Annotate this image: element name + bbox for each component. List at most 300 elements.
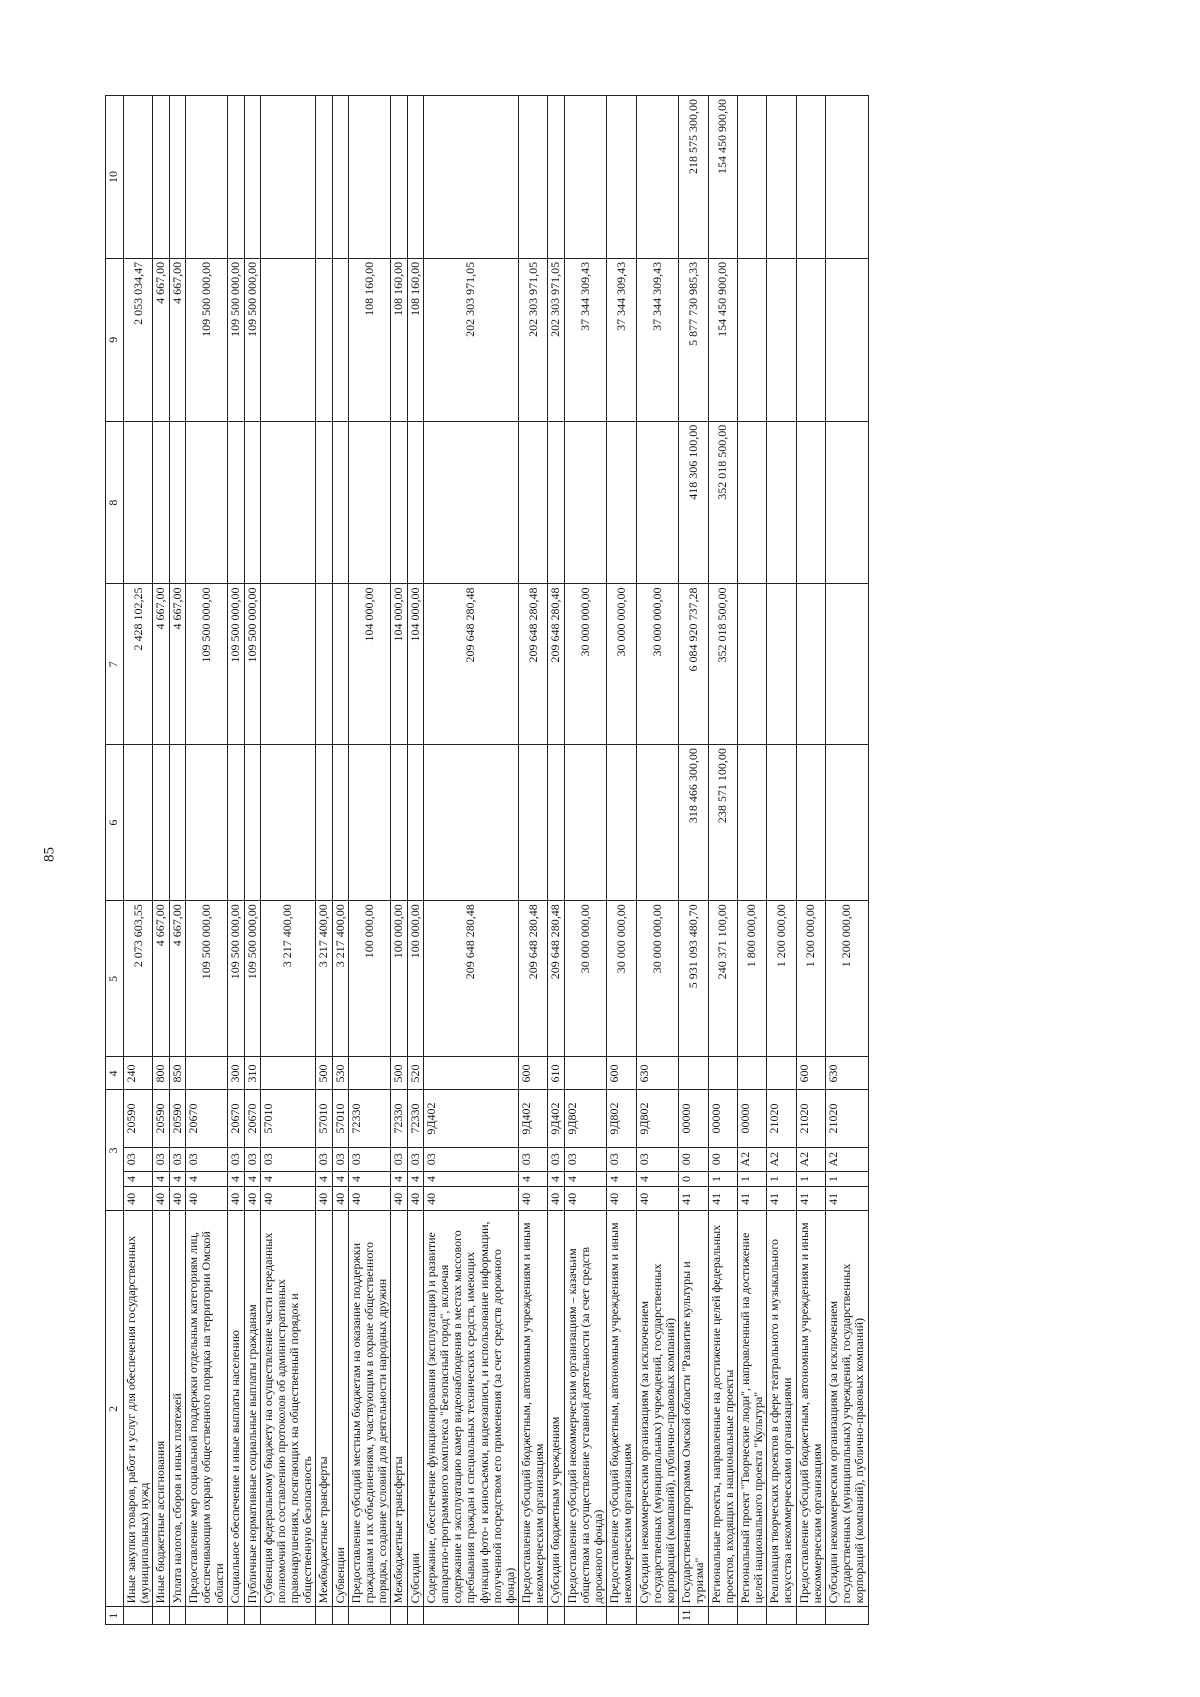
code-subprogram: 4 [548,1171,564,1186]
row-number [124,1607,153,1625]
code-event: 03 [423,1147,518,1171]
amount-col-6 [796,745,825,901]
amount-col-10 [407,96,423,259]
code-direction: 9Д802 [607,1090,636,1147]
amount-col-6 [636,745,679,901]
row-name: Реализация творческих проектов в сфере театрального и музыкального искусства некоммерческими организациями [767,1211,796,1607]
row-number [348,1607,391,1625]
amount-col-9: 2 053 034,47 [124,258,153,421]
row-number [423,1607,518,1625]
amount-col-6 [407,745,423,901]
row-number: 11 [679,1607,708,1625]
amount-col-7: 30 000 000,00 [636,584,679,745]
row-name: Субвенция федеральному бюджету на осуществление части переданных полномочий по составлению протоколов об административных правонарушениях, посягающих на общественный порядок и общественную безопасность [260,1211,316,1607]
code-program: 41 [737,1187,766,1211]
row-number [826,1607,869,1625]
code-direction: 72330 [348,1090,391,1147]
code-direction: 9Д402 [423,1090,518,1147]
amount-col-6 [391,745,407,901]
amount-col-10 [124,96,153,259]
amount-col-8 [519,421,548,584]
code-event: 03 [185,1147,228,1171]
amount-col-5: 1 200 000,00 [767,901,796,1057]
code-direction: 72330 [391,1090,407,1147]
code-subprogram: 4 [260,1171,316,1186]
amount-col-5: 100 000,00 [391,901,407,1057]
amount-col-8 [348,421,391,584]
row-name: Предоставление субсидий бюджетным, автономным учреждениям и иным некоммерческим организациям [607,1211,636,1607]
amount-col-6 [564,745,607,901]
amount-col-9: 37 344 309,43 [607,258,636,421]
code-subprogram: 4 [169,1171,185,1186]
amount-col-6 [124,745,153,901]
amount-col-5: 1 200 000,00 [796,901,825,1057]
amount-col-5: 209 648 280,48 [423,901,518,1057]
amount-col-5: 30 000 000,00 [564,901,607,1057]
amount-col-5: 5 931 093 480,70 [679,901,708,1057]
header-col-8: 8 [106,421,124,584]
amount-col-7: 109 500 000,00 [244,584,260,745]
table-row [260,96,316,1625]
header-col-10: 10 [106,96,124,259]
amount-col-10 [607,96,636,259]
code-direction: 00000 [708,1090,737,1147]
table-row [826,96,869,1625]
code-event: 03 [260,1147,316,1171]
row-number [767,1607,796,1625]
header-col-3: 3 [106,1090,124,1211]
amount-col-10 [260,96,316,259]
row-number [332,1607,348,1625]
amount-col-7: 209 648 280,48 [548,584,564,745]
table-row [316,96,332,1625]
amount-col-10 [228,96,244,259]
amount-col-7: 209 648 280,48 [519,584,548,745]
amount-col-8 [260,421,316,584]
code-subprogram: 4 [423,1171,518,1186]
amount-col-9: 108 160,00 [391,258,407,421]
amount-col-7: 30 000 000,00 [564,584,607,745]
code-program: 40 [407,1187,423,1211]
row-number [407,1607,423,1625]
amount-col-10 [826,96,869,259]
code-subprogram: 4 [332,1171,348,1186]
code-subprogram: 4 [185,1171,228,1186]
code-direction: 00000 [679,1090,708,1147]
amount-col-7 [826,584,869,745]
amount-col-10 [153,96,169,259]
code-subprogram: 4 [244,1171,260,1186]
code-program: 41 [796,1187,825,1211]
code-subprogram: 1 [708,1171,737,1186]
code-event: 03 [407,1147,423,1171]
code-program: 40 [564,1187,607,1211]
code-program: 40 [244,1187,260,1211]
code-event: А2 [796,1147,825,1171]
row-name: Предоставление субсидий бюджетным, автономным учреждениям и иным некоммерческим организациям [796,1211,825,1607]
table-body [124,96,869,1625]
amount-col-10 [348,96,391,259]
code-event: 03 [124,1147,153,1171]
amount-col-8: 352 018 500,00 [708,421,737,584]
table-row [679,96,708,1625]
row-number [316,1607,332,1625]
code-program: 40 [636,1187,679,1211]
amount-col-6 [260,745,316,901]
row-name: Иные бюджетные ассигнования [153,1211,169,1607]
header-col-4: 4 [106,1057,124,1090]
code-program: 40 [519,1187,548,1211]
amount-col-10 [423,96,518,259]
table-row [228,96,244,1625]
header-col-5: 5 [106,901,124,1057]
code-subprogram: 1 [767,1171,796,1186]
row-name: Межбюджетные трансферты [391,1211,407,1607]
code-direction: 20670 [185,1090,228,1147]
code-direction: 57010 [316,1090,332,1147]
table-row [767,96,796,1625]
amount-col-10 [767,96,796,259]
code-subprogram: 4 [228,1171,244,1186]
row-number [153,1607,169,1625]
amount-col-8 [548,421,564,584]
code-expense-type [767,1057,796,1090]
code-event: 03 [548,1147,564,1171]
amount-col-6 [519,745,548,901]
code-direction: 57010 [332,1090,348,1147]
table-row [124,96,153,1625]
code-expense-type [348,1057,391,1090]
code-program: 40 [260,1187,316,1211]
amount-col-8 [636,421,679,584]
code-subprogram: 4 [636,1171,679,1186]
amount-col-7: 4 667,00 [169,584,185,745]
amount-col-8 [767,421,796,584]
code-direction: 20670 [228,1090,244,1147]
code-subprogram: 4 [564,1171,607,1186]
amount-col-7: 30 000 000,00 [607,584,636,745]
header-col-6: 6 [106,745,124,901]
amount-col-9 [260,258,316,421]
code-event: 03 [316,1147,332,1171]
row-name: Субсидии некоммерческим организациям (за исключением государственных (муниципальных) учреждений, государственных корпораций (компаний), публично-правовых компаний) [636,1211,679,1607]
code-event: 03 [332,1147,348,1171]
row-number [636,1607,679,1625]
code-expense-type: 850 [169,1057,185,1090]
amount-col-5: 209 648 280,48 [519,901,548,1057]
row-name: Государственная программа Омской области "Развитие культуры и туризма" [679,1211,708,1607]
amount-col-5: 100 000,00 [348,901,391,1057]
code-expense-type: 600 [796,1057,825,1090]
code-expense-type: 600 [607,1057,636,1090]
row-number [564,1607,607,1625]
amount-col-5: 109 500 000,00 [228,901,244,1057]
table-row [708,96,737,1625]
row-number [244,1607,260,1625]
code-direction: 20590 [153,1090,169,1147]
code-expense-type: 630 [826,1057,869,1090]
table-row [737,96,766,1625]
code-program: 40 [607,1187,636,1211]
row-number [169,1607,185,1625]
amount-col-9 [332,258,348,421]
row-name: Уплата налогов, сборов и иных платежей [169,1211,185,1607]
code-subprogram: 4 [391,1171,407,1186]
row-number [185,1607,228,1625]
amount-col-8 [244,421,260,584]
code-program: 40 [153,1187,169,1211]
amount-col-6: 318 466 300,00 [679,745,708,901]
amount-col-9: 37 344 309,43 [636,258,679,421]
amount-col-6: 238 571 100,00 [708,745,737,901]
amount-col-10 [636,96,679,259]
code-direction: 21020 [796,1090,825,1147]
row-name: Субсидии [407,1211,423,1607]
amount-col-7 [737,584,766,745]
code-event: 00 [679,1147,708,1171]
code-direction: 9Д402 [548,1090,564,1147]
amount-col-9 [826,258,869,421]
row-name: Предоставление субсидий некоммерческим организациям – казачьим обществам на осуществление уставной деятельности (за счет средств дорожного фонда) [564,1211,607,1607]
amount-col-8 [153,421,169,584]
rotated-budget-table-container [105,95,865,1625]
amount-col-6 [185,745,228,901]
amount-col-7: 4 667,00 [153,584,169,745]
amount-col-8 [564,421,607,584]
amount-col-5: 3 217 400,00 [332,901,348,1057]
amount-col-9: 154 450 900,00 [708,258,737,421]
amount-col-6 [169,745,185,901]
row-number [708,1607,737,1625]
amount-col-5: 3 217 400,00 [316,901,332,1057]
amount-col-8 [228,421,244,584]
amount-col-8 [826,421,869,584]
code-expense-type [737,1057,766,1090]
amount-col-10: 218 575 300,00 [679,96,708,259]
code-program: 40 [169,1187,185,1211]
code-program: 40 [124,1187,153,1211]
code-expense-type [260,1057,316,1090]
code-expense-type [185,1057,228,1090]
code-program: 41 [679,1187,708,1211]
amount-col-5: 2 073 603,55 [124,901,153,1057]
code-expense-type: 630 [636,1057,679,1090]
row-name: Региональные проекты, направленные на достижение целей федеральных проектов, входящих в национальные проекты [708,1211,737,1607]
row-name: Публичные нормативные социальные выплаты гражданам [244,1211,260,1607]
amount-col-7 [332,584,348,745]
code-expense-type: 800 [153,1057,169,1090]
amount-col-10 [548,96,564,259]
code-event: 03 [391,1147,407,1171]
amount-col-5: 100 000,00 [407,901,423,1057]
row-name: Социальное обеспечение и иные выплаты населению [228,1211,244,1607]
code-expense-type: 500 [316,1057,332,1090]
amount-col-6 [316,745,332,901]
code-program: 40 [548,1187,564,1211]
table-row [332,96,348,1625]
amount-col-9: 202 303 971,05 [519,258,548,421]
code-event: 03 [564,1147,607,1171]
amount-col-9 [796,258,825,421]
row-name: Предоставление субсидий бюджетным, автономным учреждениям и иным некоммерческим организациям [519,1211,548,1607]
row-name: Предоставление субсидий местным бюджетам на оказание поддержки гражданам и их объединениям, участвующим в охране общественного порядка, создание условий для деятельности народных дружин [348,1211,391,1607]
amount-col-6 [826,745,869,901]
amount-col-10 [564,96,607,259]
amount-col-9 [316,258,332,421]
amount-col-10 [332,96,348,259]
amount-col-8 [185,421,228,584]
amount-col-8 [124,421,153,584]
row-number [737,1607,766,1625]
amount-col-6 [228,745,244,901]
amount-col-10 [316,96,332,259]
amount-col-10 [737,96,766,259]
row-number [391,1607,407,1625]
code-direction: 9Д802 [636,1090,679,1147]
amount-col-7: 104 000,00 [407,584,423,745]
amount-col-8: 418 306 100,00 [679,421,708,584]
amount-col-9: 4 667,00 [153,258,169,421]
amount-col-10: 154 450 900,00 [708,96,737,259]
amount-col-9: 37 344 309,43 [564,258,607,421]
amount-col-7 [260,584,316,745]
table-row [244,96,260,1625]
amount-col-5: 109 500 000,00 [185,901,228,1057]
code-program: 41 [826,1187,869,1211]
code-event: 03 [607,1147,636,1171]
code-expense-type: 600 [519,1057,548,1090]
amount-col-10 [796,96,825,259]
code-expense-type [708,1057,737,1090]
amount-col-7 [316,584,332,745]
code-event: 03 [636,1147,679,1171]
code-expense-type: 520 [407,1057,423,1090]
amount-col-5: 4 667,00 [153,901,169,1057]
amount-col-6 [348,745,391,901]
amount-col-5: 1 200 000,00 [826,901,869,1057]
code-expense-type: 500 [391,1057,407,1090]
amount-col-7: 104 000,00 [348,584,391,745]
code-direction: 21020 [826,1090,869,1147]
header-row [106,96,124,1625]
amount-col-9: 109 500 000,00 [185,258,228,421]
table-row [548,96,564,1625]
row-number [607,1607,636,1625]
code-direction: 00000 [737,1090,766,1147]
table-row [607,96,636,1625]
code-expense-type: 310 [244,1057,260,1090]
code-subprogram: 1 [826,1171,869,1186]
row-name: Субсидии некоммерческим организациям (за исключением государственных (муниципальных) учреждений, государственных корпораций (компаний), публично-правовых компаний) [826,1211,869,1607]
table-row [348,96,391,1625]
code-event: 00 [708,1147,737,1171]
amount-col-7: 2 428 102,25 [124,584,153,745]
code-event: 03 [519,1147,548,1171]
page-number: 85 [41,847,58,862]
table-row [185,96,228,1625]
amount-col-5: 30 000 000,00 [607,901,636,1057]
table-row [153,96,169,1625]
code-direction: 21020 [767,1090,796,1147]
amount-col-10 [169,96,185,259]
amount-col-7: 109 500 000,00 [185,584,228,745]
amount-col-6 [423,745,518,901]
table-row [636,96,679,1625]
amount-col-7 [796,584,825,745]
amount-col-8 [316,421,332,584]
code-subprogram: 0 [679,1171,708,1186]
amount-col-5: 109 500 000,00 [244,901,260,1057]
header-col-2: 2 [106,1211,124,1607]
amount-col-9: 109 500 000,00 [228,258,244,421]
code-subprogram: 4 [407,1171,423,1186]
code-subprogram: 1 [796,1171,825,1186]
amount-col-5: 3 217 400,00 [260,901,316,1057]
code-expense-type: 610 [548,1057,564,1090]
code-event: А2 [737,1147,766,1171]
code-subprogram: 4 [124,1171,153,1186]
amount-col-6 [607,745,636,901]
code-subprogram: 4 [153,1171,169,1186]
header-col-7: 7 [106,584,124,745]
amount-col-9 [767,258,796,421]
code-direction: 20670 [244,1090,260,1147]
code-direction: 9Д402 [519,1090,548,1147]
amount-col-9: 202 303 971,05 [548,258,564,421]
amount-col-6 [244,745,260,901]
table-row [519,96,548,1625]
code-event: 03 [153,1147,169,1171]
row-number [519,1607,548,1625]
row-name: Субвенции [332,1211,348,1607]
code-expense-type: 300 [228,1057,244,1090]
amount-col-8 [407,421,423,584]
amount-col-8 [423,421,518,584]
amount-col-9: 5 877 730 985,33 [679,258,708,421]
code-subprogram: 4 [607,1171,636,1186]
amount-col-8 [737,421,766,584]
code-program: 40 [185,1187,228,1211]
amount-col-8 [796,421,825,584]
code-program: 40 [391,1187,407,1211]
code-event: А2 [767,1147,796,1171]
table-row [407,96,423,1625]
amount-col-9 [737,258,766,421]
code-direction: 72330 [407,1090,423,1147]
header-col-1: 1 [106,1607,124,1625]
code-direction: 57010 [260,1090,316,1147]
row-number [260,1607,316,1625]
amount-col-7: 352 018 500,00 [708,584,737,745]
code-program: 40 [228,1187,244,1211]
code-program: 40 [316,1187,332,1211]
amount-col-10 [391,96,407,259]
code-subprogram: 4 [316,1171,332,1186]
code-program: 40 [332,1187,348,1211]
code-expense-type [679,1057,708,1090]
code-subprogram: 4 [348,1171,391,1186]
table-row [391,96,407,1625]
amount-col-8 [169,421,185,584]
table-row [169,96,185,1625]
amount-col-10 [185,96,228,259]
amount-col-8 [607,421,636,584]
code-direction: 9Д802 [564,1090,607,1147]
code-event: 03 [169,1147,185,1171]
amount-col-8 [332,421,348,584]
amount-col-6 [153,745,169,901]
amount-col-6 [548,745,564,901]
